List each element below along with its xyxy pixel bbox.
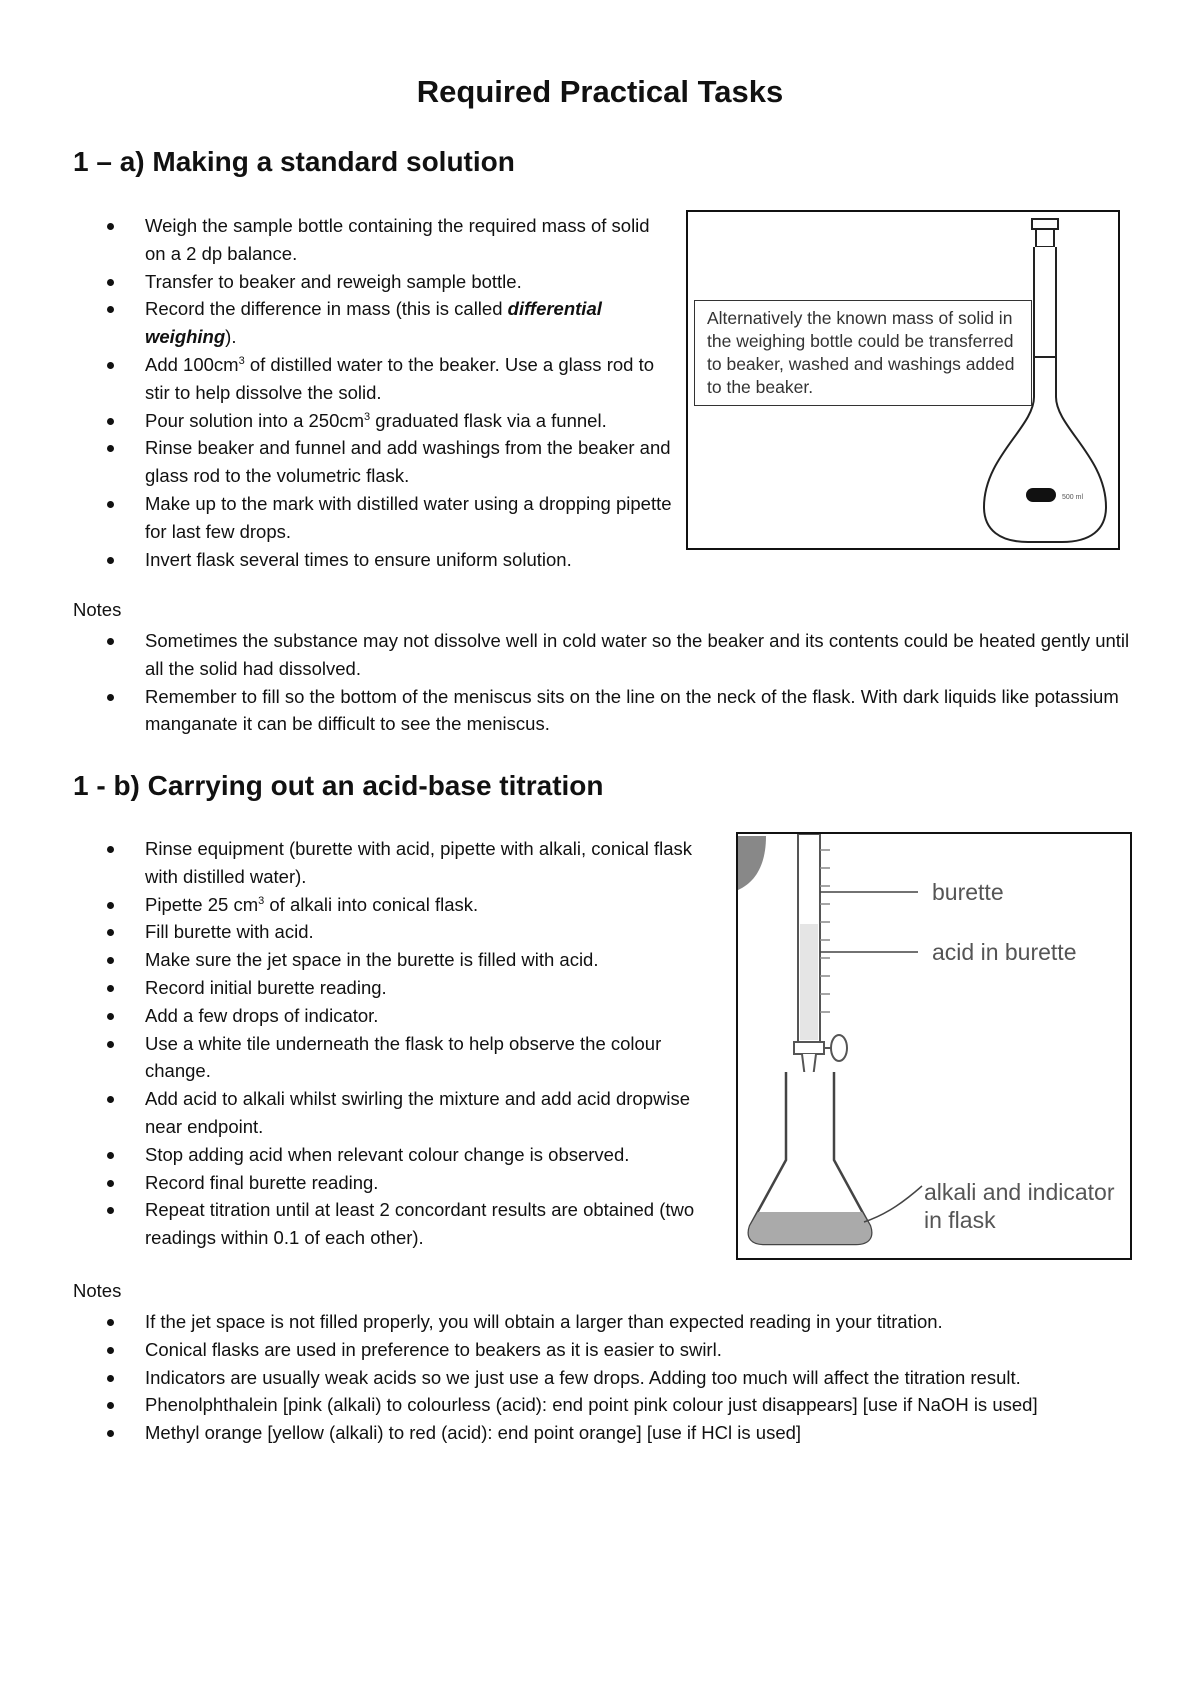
bullet-icon bbox=[107, 1096, 114, 1103]
bullet-icon bbox=[107, 1402, 114, 1409]
bullet-icon bbox=[107, 501, 114, 508]
volumetric-flask-figure bbox=[686, 210, 1120, 550]
list-item: If the jet space is not filled properly, you will obtain a larger than expected reading in your titration. bbox=[73, 1308, 1153, 1336]
list-item: Add $100cm^3$ of distilled water to the beaker. Use a glass rod to stir to help dissolve the solid. bbox=[73, 351, 673, 407]
list-item: Rinse equipment (burette with acid, pipette with alkali, conical flask with distilled water). bbox=[73, 835, 728, 891]
list-item: Make sure the jet space in the burette is filled with acid. bbox=[73, 946, 728, 974]
section-b-notes bbox=[73, 1308, 1153, 1447]
list-item: Repeat titration until at least 2 concordant results are obtained (two readings within 0.1 of each other). bbox=[73, 1196, 728, 1252]
list-item: Record the difference in mass (this is called differential weighing). bbox=[73, 295, 673, 351]
list-item: Stop adding acid when relevant colour change is observed. bbox=[73, 1141, 728, 1169]
titration-figure bbox=[736, 832, 1132, 1260]
list-item: Remember to fill so the bottom of the meniscus sits on the line on the neck of the flask. With dark liquids like potassium manganate it can be difficult to see the meniscus. bbox=[73, 683, 1133, 739]
clamp-stand-corner bbox=[738, 836, 766, 890]
flask-volume-label: 500 ml bbox=[1062, 494, 1084, 501]
bullet-icon bbox=[107, 638, 114, 645]
bullet-icon bbox=[107, 846, 114, 853]
list-item: Rinse beaker and funnel and add washings from the beaker and glass rod to the volumetric flask. bbox=[73, 434, 673, 490]
bullet-icon bbox=[107, 362, 114, 369]
list-item: Conical flasks are used in preference to beakers as it is easier to swirl. bbox=[73, 1336, 1153, 1364]
bullet-icon bbox=[107, 985, 114, 992]
section-a-notes bbox=[73, 627, 1133, 738]
list-item: Make up to the mark with distilled water using a dropping pipette for last few drops. bbox=[73, 490, 673, 546]
list-item: Add acid to alkali whilst swirling the mixture and add acid dropwise near endpoint. bbox=[73, 1085, 728, 1141]
bullet-icon bbox=[107, 557, 114, 564]
bullet-icon bbox=[107, 957, 114, 964]
flask-liquid bbox=[749, 1212, 871, 1244]
flask-label-patch bbox=[1026, 488, 1056, 502]
alkali-label-line1: alkali and indicator bbox=[924, 1179, 1115, 1205]
alkali-label-line2: in flask bbox=[924, 1207, 996, 1233]
titration-illustration bbox=[738, 834, 1130, 1258]
bullet-icon bbox=[107, 279, 114, 286]
bullet-icon bbox=[107, 445, 114, 452]
bullet-icon bbox=[107, 1375, 114, 1382]
bullet-icon bbox=[107, 223, 114, 230]
section-a-heading: 1 – a) Making a standard solution bbox=[73, 146, 515, 177]
list-item: Phenolphthalein [pink (alkali) to colourless (acid): end point pink colour just disappears] [use if NaOH is used] bbox=[73, 1391, 1153, 1419]
alkali-label-line bbox=[864, 1186, 922, 1222]
list-item: Record initial burette reading. bbox=[73, 974, 728, 1002]
list-item: Methyl orange [yellow (alkali) to red (acid): end point orange] [use if HCl is used] bbox=[73, 1419, 1153, 1447]
bullet-icon bbox=[107, 902, 114, 909]
bullet-icon bbox=[107, 418, 114, 425]
burette-tap bbox=[794, 1042, 824, 1054]
bullet-icon bbox=[107, 306, 114, 313]
bullet-icon bbox=[107, 1013, 114, 1020]
bullet-icon bbox=[107, 1430, 114, 1437]
bullet-icon bbox=[107, 1319, 114, 1326]
tap-handle bbox=[831, 1035, 847, 1061]
acid-fill bbox=[800, 924, 818, 1040]
list-item: Pour solution into a $250cm^3$ graduated flask via a funnel. bbox=[73, 407, 673, 435]
acid-label: acid in burette bbox=[932, 939, 1077, 965]
bullet-icon bbox=[107, 1152, 114, 1159]
bullet-icon bbox=[107, 929, 114, 936]
list-item: Use a white tile underneath the flask to help observe the colour change. bbox=[73, 1030, 728, 1086]
list-item: Invert flask several times to ensure uniform solution. bbox=[73, 546, 673, 574]
page-title: Required Practical Tasks bbox=[416, 74, 784, 109]
list-item: Fill burette with acid. bbox=[73, 918, 728, 946]
list-item: Sometimes the substance may not dissolve well in cold water so the beaker and its contents could be heated gently until all the solid had dissolved. bbox=[73, 627, 1133, 683]
section-b-heading: 1 - b) Carrying out an acid-base titration bbox=[73, 770, 604, 801]
bullet-icon bbox=[107, 1180, 114, 1187]
bullet-icon bbox=[107, 1041, 114, 1048]
burette-label: burette bbox=[932, 879, 1004, 905]
list-item: Indicators are usually weak acids so we just use a few drops. Adding too much will affect the titration result. bbox=[73, 1364, 1153, 1392]
list-item: Weigh the sample bottle containing the required mass of solid on a 2 dp balance. bbox=[73, 212, 673, 268]
list-item: Pipette 25 $cm^3$ of alkali into conical flask. bbox=[73, 891, 728, 919]
burette-graduations bbox=[820, 850, 830, 1012]
flask-stopper-plug bbox=[1036, 229, 1054, 247]
list-item: Transfer to beaker and reweigh sample bottle. bbox=[73, 268, 673, 296]
section-b-steps bbox=[73, 835, 728, 1252]
flask-stopper bbox=[1032, 219, 1058, 229]
bullet-icon bbox=[107, 1207, 114, 1214]
section-a-steps bbox=[73, 212, 673, 573]
alternative-method-callout: Alternatively the known mass of solid in the weighing bottle could be transferred to beaker, washed and washings added to the beaker. bbox=[694, 300, 1032, 406]
list-item: Add a few drops of indicator. bbox=[73, 1002, 728, 1030]
bullet-icon bbox=[107, 694, 114, 701]
notes-label: Notes bbox=[73, 599, 122, 620]
list-item: Record final burette reading. bbox=[73, 1169, 728, 1197]
notes-label: Notes bbox=[73, 1280, 122, 1301]
bullet-icon bbox=[107, 1347, 114, 1354]
